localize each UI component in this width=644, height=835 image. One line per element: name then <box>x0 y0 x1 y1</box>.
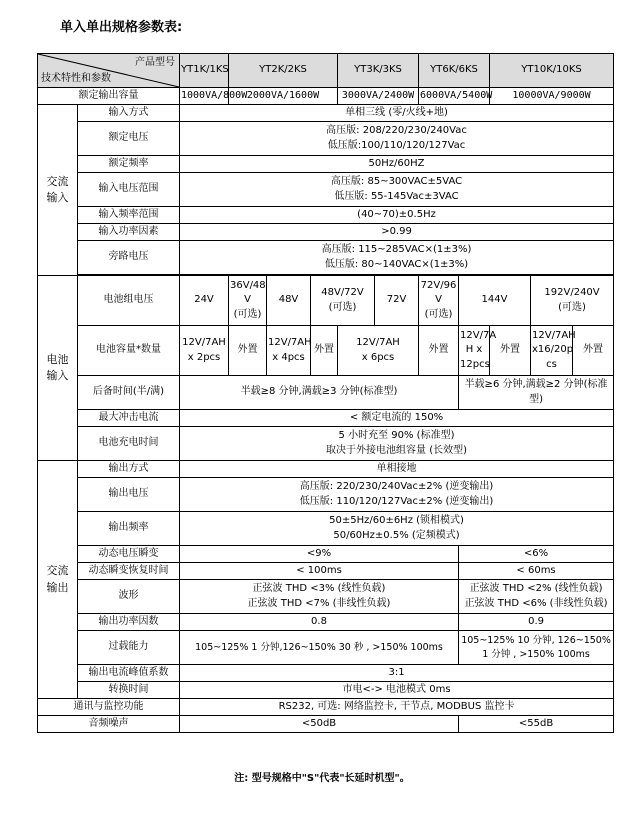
table-header-row <box>38 54 614 88</box>
table-row <box>38 699 614 716</box>
charge-line: 5 小时充至 90% (标准型) <box>338 430 455 441</box>
table-row <box>38 241 614 275</box>
charge-line: 取决于外接电池组容量 (长效型) <box>326 444 468 456</box>
table-row <box>38 173 614 207</box>
row-label: 通讯与监控功能 <box>38 699 180 716</box>
header-diagonal-cell <box>38 54 180 88</box>
row-label: 转换时间 <box>78 682 180 699</box>
table-row <box>38 563 614 580</box>
row-label: 音频噪声 <box>38 716 180 733</box>
spec-table <box>37 53 614 733</box>
cell-value: 半载≥6 分钟,满载≥2 分钟(标准型) <box>459 376 614 410</box>
row-label: 波形 <box>78 580 180 614</box>
table-row <box>38 224 614 241</box>
cell-value <box>180 427 614 461</box>
table-row <box>38 207 614 224</box>
cell-value <box>180 122 614 156</box>
row-label: 后备时间(半/满) <box>78 376 180 410</box>
row-label: 输出频率 <box>78 512 180 546</box>
cell-value <box>180 173 614 207</box>
row-label: 旁路电压 <box>78 241 180 275</box>
cell-value: 72V <box>375 276 419 326</box>
row-label: 输出电流峰值系数 <box>78 665 180 682</box>
cell-value <box>180 478 614 512</box>
table-row <box>38 276 614 326</box>
low-voltage-text: 低压版: 55-145Vac±3VAC <box>334 190 459 202</box>
table-row <box>38 410 614 427</box>
row-label: 额定电压 <box>78 122 180 156</box>
table-row <box>38 512 614 546</box>
cell-value: 0.8 <box>180 614 459 631</box>
cell-value: < 100ms <box>180 563 459 580</box>
cell-value: 半载≥8 分钟,满载≥3 分钟(标准型) <box>180 376 459 410</box>
cell-value: 外置 <box>419 326 459 376</box>
cell-value: 市电<-> 电池模式 0ms <box>180 682 614 699</box>
low-voltage-text: 低压版: 110/120/127Vac±2% (逆变输出) <box>299 495 494 507</box>
footnote: 注: 型号规格中"S"代表"长延时机型"。 <box>234 773 410 784</box>
high-voltage-text: 高压版: 208/220/230/240Vac <box>326 125 467 136</box>
cell-value: < 60ms <box>459 563 614 580</box>
row-label: 输入方式 <box>78 105 180 122</box>
freq-line: 50/60Hz±0.5% (定频模式) <box>333 529 460 541</box>
model-header: YT3K/3KS <box>338 54 419 88</box>
row-label: 电池充电时间 <box>78 427 180 461</box>
row-label: 输入功率因素 <box>78 224 180 241</box>
table-row <box>38 376 614 410</box>
model-header: YT2K/2KS <box>229 54 338 88</box>
table-row <box>38 461 614 478</box>
row-label: 输出功率因数 <box>78 614 180 631</box>
row-label: 电池容量*数量 <box>78 326 180 376</box>
cell-value: 3:1 <box>180 665 614 682</box>
table-row <box>38 631 614 665</box>
table-row <box>38 88 614 105</box>
table-row <box>38 682 614 699</box>
page-title: 单入单出规格参数表: <box>60 20 183 35</box>
model-header: YT1K/1KS <box>180 54 229 88</box>
cell-value: 外置 <box>573 326 614 376</box>
cell-value: 48V <box>267 276 311 326</box>
row-label: 电池组电压 <box>78 276 180 326</box>
table-row <box>38 580 614 614</box>
row-label: 输出电压 <box>78 478 180 512</box>
cell-value: 50Hz/60HZ <box>180 156 614 173</box>
cell-value: 12V/7A H x 12pcs <box>459 326 490 376</box>
model-label: 产品型号 <box>135 57 175 68</box>
cell-value: 6000VA/5400W <box>419 88 490 105</box>
cell-value: 1000VA/800W <box>180 88 229 105</box>
table-row <box>38 546 614 563</box>
cell-value <box>459 580 614 614</box>
cell-value: 3000VA/2400W <box>338 88 419 105</box>
model-header: YT6K/6KS <box>419 54 490 88</box>
tech-label: 技术特性和参数 <box>41 72 111 84</box>
cell-value <box>180 241 614 275</box>
cell-value: >0.99 <box>180 224 614 241</box>
table-row <box>38 427 614 461</box>
freq-line: 50±5Hz/60±6Hz (锁相模式) <box>329 515 464 526</box>
table-row <box>38 478 614 512</box>
row-label: 过载能力 <box>78 631 180 665</box>
row-label: 输出方式 <box>78 461 180 478</box>
low-voltage-text: 低压版:100/110/120/127Vac <box>327 139 466 151</box>
table-row <box>38 665 614 682</box>
cell-value: <6% <box>459 546 614 563</box>
cell-value: 单相接地 <box>180 461 614 478</box>
cell-value: 48V/72V (可选) <box>311 276 375 326</box>
cell-value: 36V/48 V (可选) <box>229 276 267 326</box>
waveform-line: 正弦波 THD <6% (非线性负载) <box>464 597 608 609</box>
group-ac-input: 交流 输入 <box>38 105 78 276</box>
table-row <box>38 122 614 156</box>
waveform-line: 正弦波 THD <3% (线性负载) <box>252 583 386 594</box>
cell-value: (40~70)±0.5Hz <box>180 207 614 224</box>
cell-value: 外置 <box>311 326 338 376</box>
cell-value: 10000VA/9000W <box>490 88 614 105</box>
high-voltage-text: 高压版: 220/230/240Vac±2% (逆变输出) <box>299 481 494 492</box>
row-label: 额定频率 <box>78 156 180 173</box>
row-label: 动态瞬变恢复时间 <box>78 563 180 580</box>
cell-value: <55dB <box>459 716 614 733</box>
cell-value: 外置 <box>490 326 531 376</box>
table-row <box>38 105 614 122</box>
high-voltage-text: 高压版: 115~285VAC×(1±3%) <box>321 244 472 255</box>
table-row <box>38 156 614 173</box>
high-voltage-text: 高压版: 85~300VAC±5VAC <box>330 176 463 187</box>
cell-value: <50dB <box>180 716 459 733</box>
cell-value <box>180 580 459 614</box>
cell-value: 12V/7AH x 2pcs <box>180 326 229 376</box>
cell-value: 105~125% 1 分钟,126~150% 30 秒 , >150% 100ms <box>180 631 459 665</box>
cell-value: 12V/7AH x 4pcs <box>267 326 311 376</box>
cell-value: RS232, 可选: 网络监控卡, 干节点, MODBUS 监控卡 <box>180 699 614 716</box>
table-row <box>38 614 614 631</box>
table-row <box>38 326 614 376</box>
cell-value <box>180 512 614 546</box>
table-row <box>38 716 614 733</box>
cell-value: <9% <box>180 546 459 563</box>
cell-value: 12V/7AH x 6pcs <box>338 326 419 376</box>
row-label: 输入电压范围 <box>78 173 180 207</box>
model-header: YT10K/10KS <box>490 54 614 88</box>
row-label: 动态电压瞬变 <box>78 546 180 563</box>
cell-value: < 额定电流的 150% <box>180 410 614 427</box>
cell-value: 24V <box>180 276 229 326</box>
cell-value: 72V/96 V (可选) <box>419 276 459 326</box>
low-voltage-text: 低压版: 80~140VAC×(1±3%) <box>324 258 469 270</box>
cell-value: 12V/7AH x16/20p cs <box>531 326 573 376</box>
cell-value: 192V/240V (可选) <box>531 276 614 326</box>
row-label: 最大冲击电流 <box>78 410 180 427</box>
row-label: 输入频率范围 <box>78 207 180 224</box>
cell-value: 2000VA/1600W <box>229 88 338 105</box>
cell-value: 0.9 <box>459 614 614 631</box>
cell-value: 144V <box>459 276 531 326</box>
group-battery-input: 电池 输入 <box>38 276 78 461</box>
waveform-line: 正弦波 THD <7% (非线性负载) <box>247 597 391 609</box>
waveform-line: 正弦波 THD <2% (线性负载) <box>469 583 603 594</box>
group-ac-output: 交流 输出 <box>38 461 78 699</box>
cell-value: 105~125% 10 分钟, 126~150% 1 分钟 , >150% 100ms <box>459 631 614 665</box>
cell-value: 单相三线 (零/火线+地) <box>180 105 614 122</box>
row-label: 额定输出容量 <box>38 88 180 105</box>
cell-value: 外置 <box>229 326 267 376</box>
